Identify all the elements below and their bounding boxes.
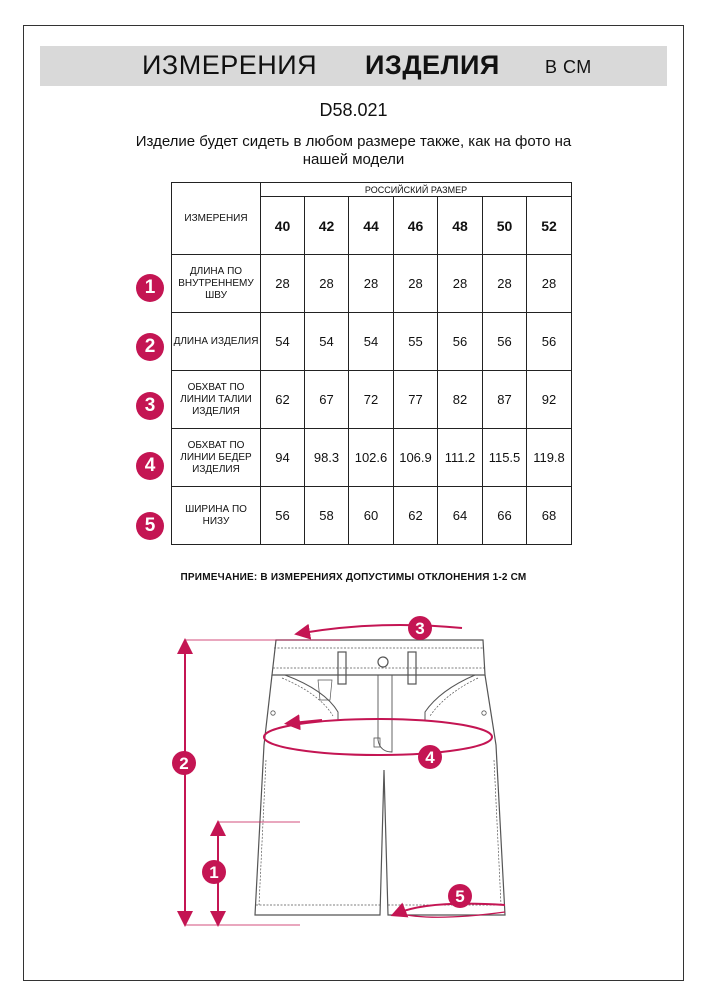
cell-value: 54: [349, 313, 394, 371]
cell-value: 82: [438, 371, 483, 429]
row-label: ДЛИНА ИЗДЕЛИЯ: [172, 313, 261, 371]
row-label: ОБХВАТ ПО ЛИНИИ БЕДЕР ИЗДЕЛИЯ: [172, 429, 261, 487]
size-header: 44: [349, 197, 394, 255]
row-number-badge-5: 5: [136, 512, 164, 540]
product-code: D58.021: [319, 100, 388, 120]
diagram-marker-2: [172, 751, 196, 775]
tolerance-remark: ПРИМЕЧАНИЕ: В ИЗМЕРЕНИЯХ ДОПУСТИМЫ ОТКЛОНЕНИЯ 1-2 СМ: [180, 572, 527, 583]
header-title-measurements: ИЗМЕРЕНИЯ: [142, 50, 318, 80]
cell-value: 28: [483, 255, 527, 313]
cell-value: 72: [349, 371, 394, 429]
size-header: 40: [261, 197, 305, 255]
diagram-marker-1: [202, 860, 226, 884]
shorts-outline: [255, 640, 505, 915]
size-header: 48: [438, 197, 483, 255]
cell-value: 56: [527, 313, 572, 371]
cell-value: 119.8: [527, 429, 572, 487]
cell-value: 67: [305, 371, 349, 429]
cell-value: 66: [483, 487, 527, 545]
cell-value: 106.9: [394, 429, 438, 487]
cell-value: 111.2: [438, 429, 483, 487]
size-header: 46: [394, 197, 438, 255]
diagram-marker-4-label: 4: [425, 748, 435, 767]
row-number-badge-3: 3: [136, 392, 164, 420]
row-label: ОБХВАТ ПО ЛИНИИ ТАЛИИ ИЗДЕЛИЯ: [172, 371, 261, 429]
cell-value: 55: [394, 313, 438, 371]
row-number-badge-1: 1: [136, 274, 164, 302]
cell-value: 28: [527, 255, 572, 313]
row-label: ДЛИНА ПО ВНУТРЕННЕМУ ШВУ: [172, 255, 261, 313]
cell-value: 28: [349, 255, 394, 313]
diagram-marker-4: [418, 745, 442, 769]
cell-value: 28: [261, 255, 305, 313]
cell-value: 54: [261, 313, 305, 371]
cell-value: 62: [394, 487, 438, 545]
size-header: 50: [483, 197, 527, 255]
cell-value: 60: [349, 487, 394, 545]
cell-value: 28: [394, 255, 438, 313]
fit-note: Изделие будет сидеть в любом размере также, как на фото на нашей модели: [135, 133, 572, 168]
cell-value: 58: [305, 487, 349, 545]
cell-value: 56: [438, 313, 483, 371]
cell-value: 62: [261, 371, 305, 429]
cell-value: 28: [438, 255, 483, 313]
cell-value: 94: [261, 429, 305, 487]
cell-value: 102.6: [349, 429, 394, 487]
cell-value: 56: [483, 313, 527, 371]
cell-value: 87: [483, 371, 527, 429]
header-unit: В СМ: [545, 57, 592, 77]
cell-value: 98.3: [305, 429, 349, 487]
size-header: 42: [305, 197, 349, 255]
size-group-label: РОССИЙСКИЙ РАЗМЕР: [261, 183, 572, 197]
cell-value: 54: [305, 313, 349, 371]
header-title-product: ИЗДЕЛИЯ: [365, 50, 500, 80]
cell-value: 77: [394, 371, 438, 429]
row-number-badge-2: 2: [136, 333, 164, 361]
diagram-marker-3: [408, 616, 432, 640]
cell-value: 56: [261, 487, 305, 545]
row-number-badge-4: 4: [136, 452, 164, 480]
row-label: ШИРИНА ПО НИЗУ: [172, 487, 261, 545]
diagram-marker-5-label: 5: [455, 887, 465, 906]
cell-value: 68: [527, 487, 572, 545]
diagram-marker-2-label: 2: [179, 754, 189, 773]
cell-value: 92: [527, 371, 572, 429]
table-corner-label: ИЗМЕРЕНИЯ: [172, 183, 261, 255]
waist-arrow: [302, 625, 462, 633]
diagram-marker-3-label: 3: [415, 619, 425, 638]
cell-value: 28: [305, 255, 349, 313]
diagram-marker-1-label: 1: [209, 863, 219, 882]
size-header: 52: [527, 197, 572, 255]
cell-value: 64: [438, 487, 483, 545]
cell-value: 115.5: [483, 429, 527, 487]
diagram-marker-5: [448, 884, 472, 908]
